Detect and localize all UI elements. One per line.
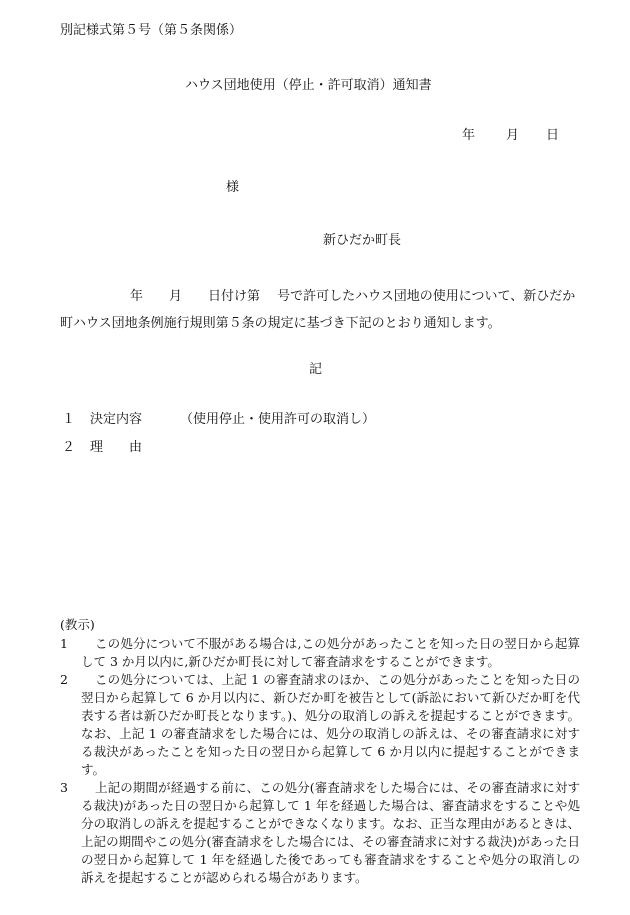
item-value: （使用停止・使用許可の取消し） <box>180 412 376 427</box>
date-year: 年 <box>462 128 476 143</box>
issuer-name: 新ひだか町長 <box>323 233 402 248</box>
body-paragraph: 年 月 日付け第 号で許可したハウス団地の使用について、新ひだか町ハウス団地条例施行規則第５条の規定に基づき下記のとおり通知します。 <box>60 289 576 331</box>
notice-item-text: この処分について不服がある場合は,この処分があったことを知った日の翌日から起算して 3 か月以内に,新ひだか町長に対して審査請求をすることができます。 <box>81 636 580 669</box>
date-month: 月 <box>506 128 520 143</box>
notice-item-number: 2 <box>60 672 68 687</box>
item-number: ２ <box>62 440 76 455</box>
notice-heading: (教示) <box>60 617 95 632</box>
notice-item-text: 上記の期間が経過する前に、この処分(審査請求をした場合には、その審査請求に対する裁決)があった日の翌日から起算して 1 年を経過した場合は、審査請求をすることや処分の取消しの訴えを提起することができなくなります。なお、正当な理由があるときは、上記の期間やこの処分(審査請求をした場合には、その審査請求に対する裁決)があった日の翌日から起算して 1 年を経過した後であっても審査請求をすることや処分の取消しの訴えを提起することが認められる場合があります。 <box>81 780 581 885</box>
document-title: ハウス団地使用（停止・許可取消）通知書 <box>185 78 432 93</box>
item-decision <box>62 411 375 429</box>
item-reason <box>62 439 142 457</box>
date-line <box>462 127 559 145</box>
notice-section <box>60 616 580 887</box>
notice-item <box>60 635 580 671</box>
item-label: 決定内容 <box>90 412 143 427</box>
recipient-suffix: 様 <box>226 180 240 195</box>
notice-item <box>60 671 580 779</box>
notice-item <box>60 779 580 887</box>
notice-item-number: 3 <box>60 780 68 795</box>
item-number: １ <box>62 412 76 427</box>
item-label: 理 由 <box>90 440 143 455</box>
date-day: 日 <box>546 128 560 143</box>
ki-heading: 記 <box>309 362 323 377</box>
notice-item-number: 1 <box>60 636 68 651</box>
form-number: 別記様式第５号（第５条関係） <box>60 23 243 38</box>
notice-item-text: この処分については、上記 1 の審査請求のほか、この処分があったことを知った日の翌日から起算して 6 か月以内に、新ひだか町を被告として(訴訟において新ひだか町を代表する者は新ひだか町長となります。)、処分の取消しの訴えを提起することができます。なお、上記 1 の審査請求をした場合には、処分の取消しの訴えは、その審査請求に対する裁決があったことを知った日の翌日から起算して 6 か月以内に提起することができます。 <box>81 672 580 777</box>
